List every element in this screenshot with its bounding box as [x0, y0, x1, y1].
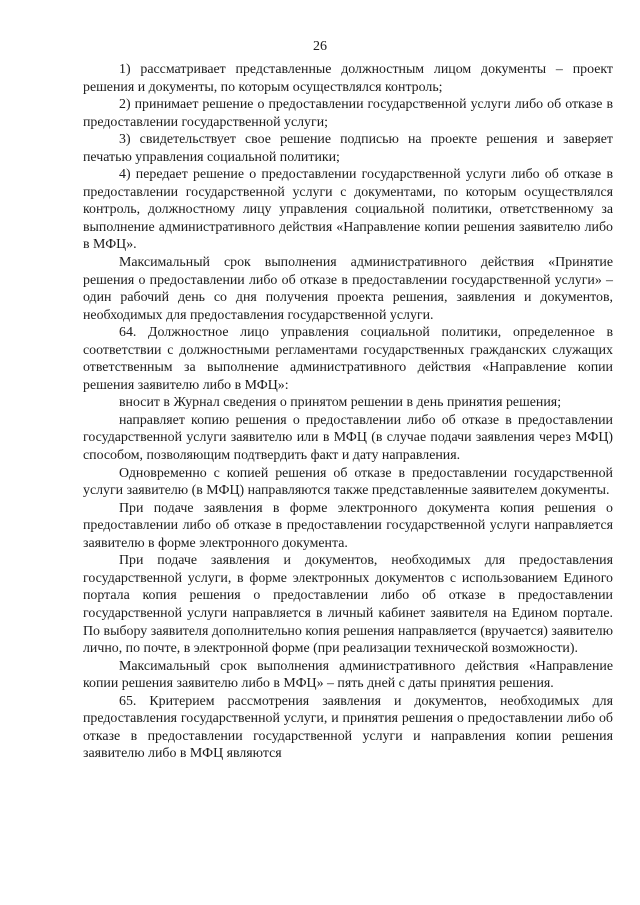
paragraph-item-4-transfer: 4) передает решение о предоставлении государственной услуги либо об отказе в предоставлении государственной услуги с документами, по которым осуществлялся контроль, должностному лицу управления социальной политики, ответственному за выполнение административного действия «Направление копии решения заявителю либо в МФЦ».: [83, 167, 613, 253]
paragraph-item-3-signature: 3) свидетельствует свое решение подписью на проекте решения и заверяет печатью управления социальной политики;: [83, 132, 613, 165]
paragraph-return-documents: Одновременно с копией решения об отказе в предоставлении государственной услуги заявителю (в МФЦ) направляются также представленные заявителем документы.: [83, 465, 613, 499]
paragraph-journal-entry: вносит в Журнал сведения о принятом решении в день принятия решения;: [119, 395, 562, 411]
document-body: [83, 61, 613, 763]
paragraph-electronic-application: При подаче заявления в форме электронного документа копия решения о предоставлении либо об отказе в предоставлении государственной услуги направляется заявителю в форме электронного документа.: [83, 500, 613, 551]
paragraph-sending-deadline: Максимальный срок выполнения административного действия «Направление копии решения заявителю либо в МФЦ» – пять дней с даты принятия решения.: [83, 658, 613, 692]
paragraph-clause-64: 64. Должностное лицо управления социальной политики, определенное в соответствии с должностными регламентами государственных гражданских служащих ответственным за выполнение административного действия «Направление копии решения заявителю либо в МФЦ»:: [83, 325, 613, 393]
paragraph-send-copy: направляет копию решения о предоставлении либо об отказе в предоставлении государственной услуги заявителю или в МФЦ (в случае подачи заявления через МФЦ) способом, позволяющим подтвердить факт и дату направления.: [83, 412, 613, 464]
paragraph-item-1-review: 1) рассматривает представленные должностным лицом документы – проект решения и документы, по которым осуществлялся контроль;: [83, 62, 613, 95]
paragraph-unified-portal: При подаче заявления и документов, необходимых для предоставления государственной услуги, в форме электронных документов с использованием Единого портала копия решения о предоставлении либо об отказе в предоставлении государственной услуги направляется в личный кабинет заявителя на Едином портале. По выбору заявителя дополнительно копия решения направляется (вручается) заявителю лично, по почте, в электронной форме (при реализации технической возможности).: [83, 553, 613, 657]
paragraph-item-2-decision: 2) принимает решение о предоставлении государственной услуги либо об отказе в предоставлении государственной услуги;: [83, 97, 613, 130]
page-number: 26: [313, 39, 327, 54]
paragraph-decision-deadline: Максимальный срок выполнения административного действия «Принятие решения о предоставлении либо об отказе в предоставлении государственной услуги» – один рабочий день со дня получения проекта решения, заявления и документов, необходимых для предоставления государственной услуги.: [83, 255, 613, 323]
paragraph-clause-65: 65. Критерием рассмотрения заявления и документов, необходимых для предоставления государственной услуги, и принятия решения о предоставлении либо об отказе в предоставлении государственной услуги и направления копии решения заявителю либо в МФЦ являются: [83, 693, 613, 762]
